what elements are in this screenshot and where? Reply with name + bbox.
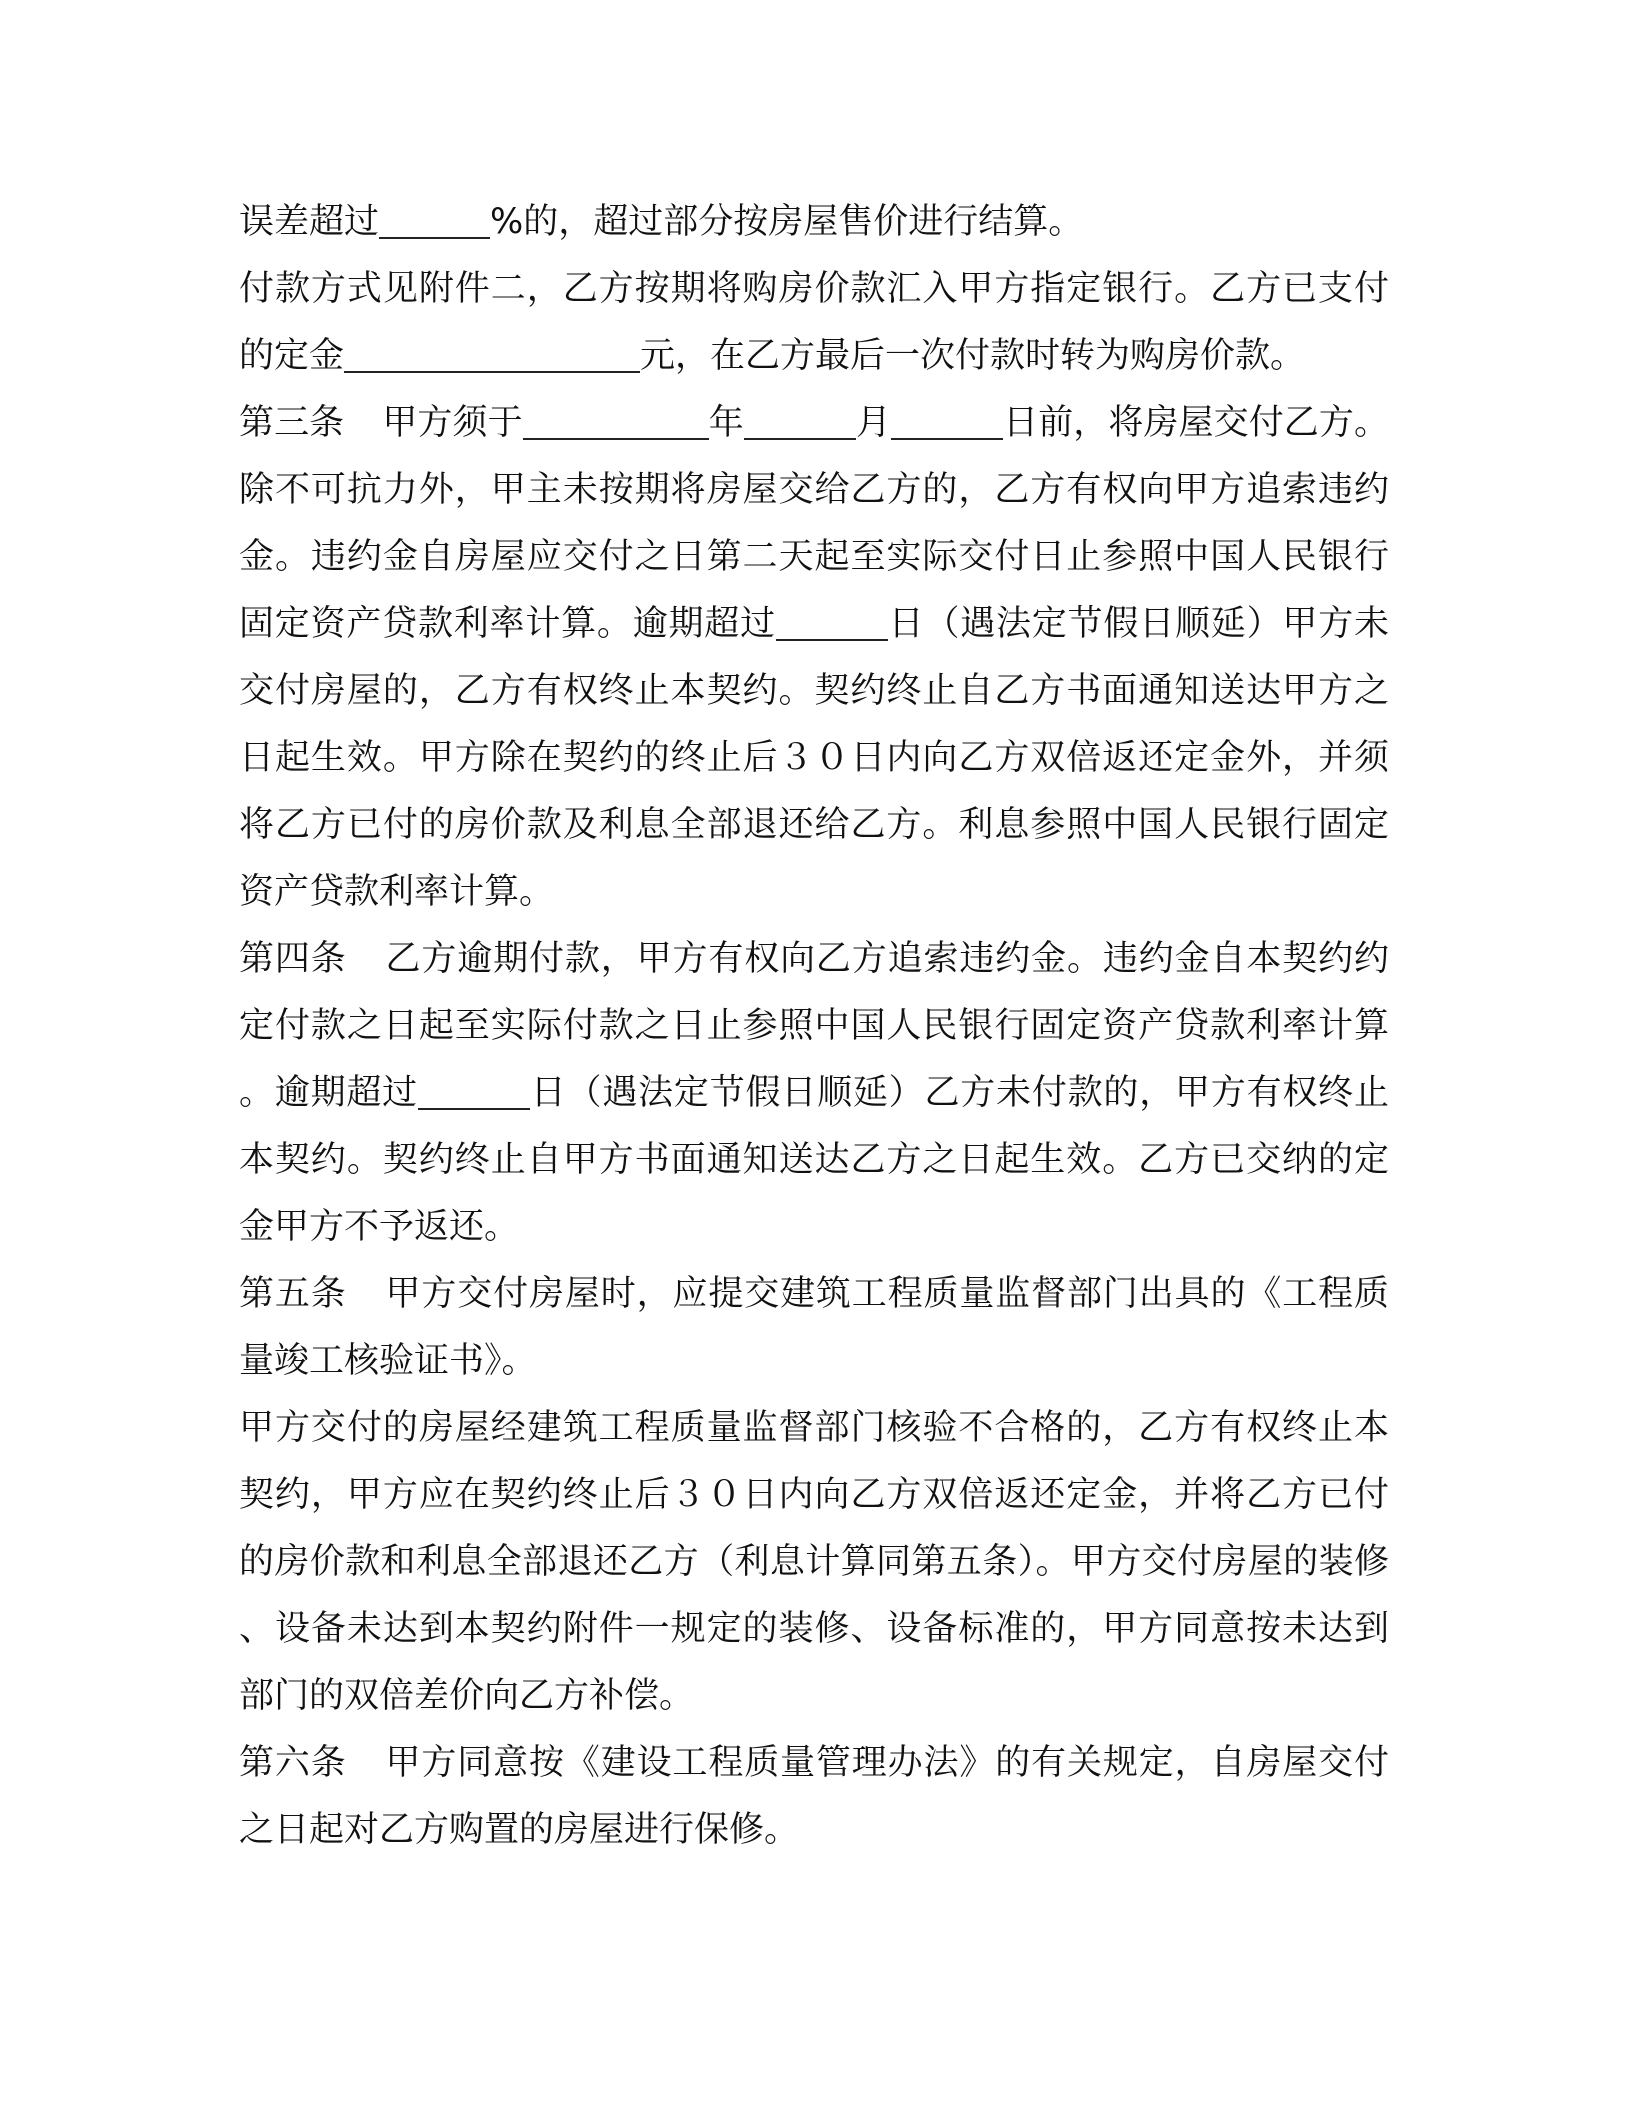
article-heading: 第五条 <box>239 1274 347 1314</box>
text-segment: 日（遇法定节假日顺延）乙方未付款的，甲方有权终止本契约。契约终止自甲方书面通知送达乙方之日起生效。乙方已交纳的定金甲方不予返还。 <box>239 1073 1389 1247</box>
text-segment: 年 <box>708 403 744 443</box>
document-page <box>239 189 1389 1864</box>
text-segment: %的，超过部分按房屋售价进行结算。 <box>490 202 1084 242</box>
article-6 <box>239 1730 1389 1864</box>
article-4 <box>239 926 1389 1261</box>
paragraph-quality <box>239 1395 1389 1730</box>
blank-overdue-days <box>776 605 888 641</box>
text-segment: 乙方逾期付款，甲方有权向乙方追索违约金。违约金自本契约约定付款之日起至实际付款之日止参照中国人民银行固定资产贷款利率计算。逾期超过 <box>239 939 1389 1113</box>
text-segment: 日（遇法定节假日顺延）甲方未交付房屋的，乙方有权终止本契约。契约终止自乙方书面通知送达甲方之日起生效。甲方除在契约的终止后３０日内向乙方双倍返还定金外，并须将乙方已付的房价款及利息全部退还给乙方。利息参照中国人民银行固定资产贷款利率计算。 <box>239 604 1389 912</box>
article-3 <box>239 390 1389 926</box>
blank-month <box>744 404 856 440</box>
article-heading: 第四条 <box>239 939 347 979</box>
blank-percent <box>379 203 490 239</box>
blank-day <box>891 404 1003 440</box>
text-segment: 甲方交付的房屋经建筑工程质量监督部门核验不合格的，乙方有权终止本契约，甲方应在契约终止后３０日内向乙方双倍返还定金，并将乙方已付的房价款和利息全部退还乙方（利息计算同第五条）。甲方交付房屋的装修、设备未达到本契约附件一规定的装修、设备标准的，甲方同意按未达到部门的双倍差价向乙方补偿。 <box>239 1408 1389 1716</box>
article-heading: 第三条 <box>239 403 345 443</box>
blank-year <box>523 404 709 440</box>
text-segment: 日前，将房屋交付乙方。除不可抗力外，甲主未按期将房屋交给乙方的，乙方有权向甲方追索违约金。违约金自房屋应交付之日第二天起至实际交付日止参照中国人民银行固定资产贷款利率计算。逾期超过 <box>239 403 1389 644</box>
blank-overdue-days <box>418 1074 530 1110</box>
article-5 <box>239 1261 1389 1395</box>
text-segment: 元，在乙方最后一次付款时转为购房价款。 <box>640 336 1306 376</box>
article-heading: 第六条 <box>239 1743 347 1783</box>
blank-deposit-amount <box>344 337 640 373</box>
paragraph-area-error <box>239 189 1389 256</box>
text-segment: 甲方同意按《建设工程质量管理办法》的有关规定，自房屋交付之日起对乙方购置的房屋进行保修。 <box>239 1743 1389 1850</box>
text-segment: 月 <box>855 403 892 443</box>
text-segment: 误差超过 <box>239 202 380 242</box>
text-segment: 甲方须于 <box>382 403 523 443</box>
text-segment: 付款方式见附件二，乙方按期将购房价款汇入甲方指定银行。乙方已支付的定金 <box>239 269 1389 376</box>
paragraph-payment <box>239 256 1389 390</box>
text-segment: 甲方交付房屋时，应提交建筑工程质量监督部门出具的《工程质量竣工核验证书》。 <box>239 1274 1389 1381</box>
